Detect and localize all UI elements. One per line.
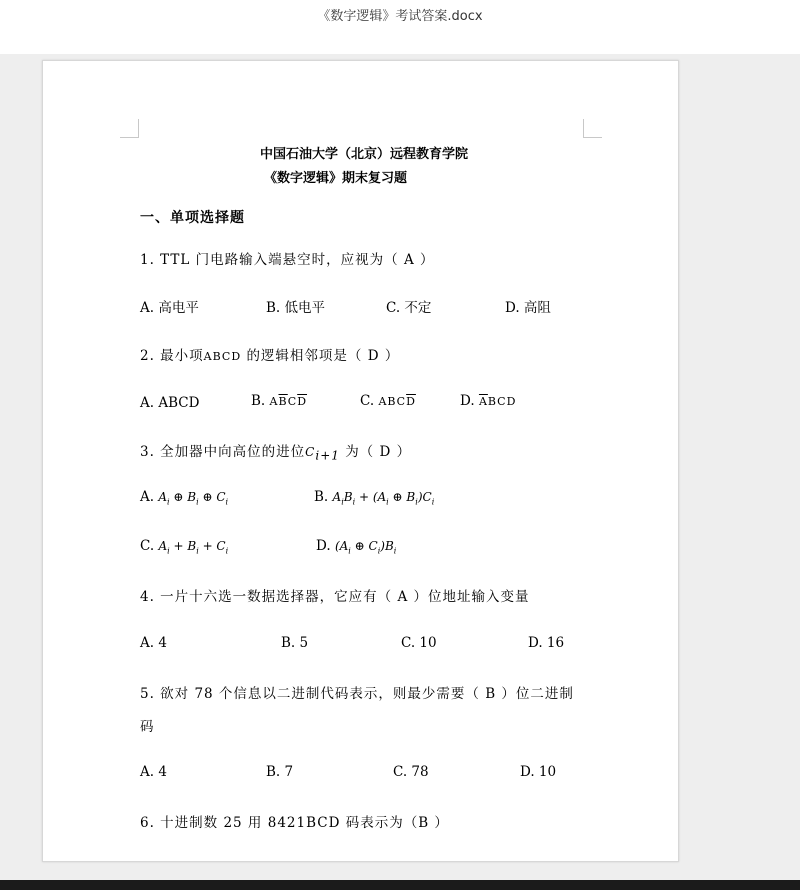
q3-option-c bbox=[140, 538, 228, 555]
q3-option-c-expr: $A_i + B_i + C_i$ bbox=[158, 539, 229, 556]
q3-option-c-label: C. bbox=[140, 538, 155, 554]
q4-option-d: D. 16 bbox=[528, 635, 565, 651]
heading-exam-title: 《数字逻辑》期末复习题 bbox=[264, 171, 408, 186]
heading-institution: 中国石油大学（北京）远程教育学院 bbox=[260, 147, 469, 162]
document-title: 《数字逻辑》考试答案.docx bbox=[317, 9, 483, 24]
title-bar bbox=[0, 0, 800, 54]
q3-option-b-label: B. bbox=[314, 489, 329, 505]
q1-option-c: C. 不定 bbox=[386, 300, 432, 316]
q2-option-b-term: $A\overline{B}C\overline{D}$ bbox=[269, 395, 308, 408]
q2-stem-suffix: 的逻辑相邻项是（ D ） bbox=[246, 348, 400, 364]
q4-option-a: A. 4 bbox=[140, 635, 167, 651]
question-1: 1. TTL 门电路输入端悬空时，应视为（ A ） bbox=[140, 252, 435, 268]
q3-option-d-label: D. bbox=[316, 538, 331, 554]
q2-option-a-label: A. bbox=[140, 395, 155, 411]
question-2 bbox=[140, 344, 399, 364]
q3-option-d-expr: ($A_i$ ⊕ $C_i)B_i$ bbox=[334, 539, 397, 556]
q3-stem-suffix: 为（ D ） bbox=[345, 444, 412, 460]
q2-option-b bbox=[251, 393, 307, 409]
question-5: 5. 欲对 78 个信息以二进制代码表示，则最少需要（ B ）位二进制 bbox=[140, 686, 574, 702]
question-3 bbox=[140, 440, 411, 463]
q2-option-d-label: D. bbox=[460, 393, 475, 409]
q4-option-c: C. 10 bbox=[401, 635, 437, 651]
q2-option-d bbox=[460, 393, 516, 409]
q2-option-b-label: B. bbox=[251, 393, 266, 409]
q5-option-d: D. 10 bbox=[520, 764, 557, 780]
q2-option-d-term: $\overline{A}BCD$ bbox=[478, 395, 517, 408]
q3-carry-var: C bbox=[305, 445, 316, 459]
q3-option-a-expr: $A_i$ ⊕ $B_i$ ⊕ $C_i$ bbox=[158, 490, 229, 507]
q2-option-c-term: $ABC\overline{D}$ bbox=[378, 395, 416, 408]
q1-option-a: A. 高电平 bbox=[140, 300, 199, 316]
q1-option-b: B. 低电平 bbox=[266, 300, 326, 316]
q3-option-a-label: A. bbox=[140, 489, 155, 505]
q2-minterm: ABCD bbox=[203, 350, 242, 363]
question-4: 4. 一片十六选一数据选择器，它应有（ A ）位地址输入变量 bbox=[140, 589, 530, 605]
q3-option-b bbox=[314, 489, 434, 506]
q3-option-a bbox=[140, 489, 228, 506]
q3-carry-sub: i+1 bbox=[315, 448, 340, 463]
question-6: 6. 十进制数 25 用 8421BCD 码表示为（B ） bbox=[140, 815, 449, 831]
document-page bbox=[42, 60, 679, 862]
q5-option-b: B. 7 bbox=[266, 764, 294, 780]
q3-option-d bbox=[316, 538, 396, 555]
question-5-continued: 码 bbox=[140, 719, 155, 735]
q2-option-c bbox=[360, 393, 416, 409]
q2-option-a-term: ABCD bbox=[158, 395, 200, 411]
q1-option-d: D. 高阻 bbox=[505, 300, 551, 316]
section-heading: 一、单项选择题 bbox=[140, 210, 245, 226]
q5-option-c: C. 78 bbox=[393, 764, 429, 780]
q2-option-a bbox=[140, 395, 199, 411]
crop-mark-top-left bbox=[120, 119, 139, 138]
q3-option-b-expr: $A_iB_i + (A_i$ ⊕ $B_i)C_i$ bbox=[332, 490, 435, 507]
q3-stem-prefix: 3. 全加器中向高位的进位 bbox=[140, 444, 306, 460]
bottom-bar bbox=[0, 880, 800, 890]
q4-option-b: B. 5 bbox=[281, 635, 309, 651]
q2-stem-prefix: 2. 最小项 bbox=[140, 348, 204, 364]
q5-option-a: A. 4 bbox=[140, 764, 167, 780]
crop-mark-top-right bbox=[583, 119, 602, 138]
q2-option-c-label: C. bbox=[360, 393, 375, 409]
